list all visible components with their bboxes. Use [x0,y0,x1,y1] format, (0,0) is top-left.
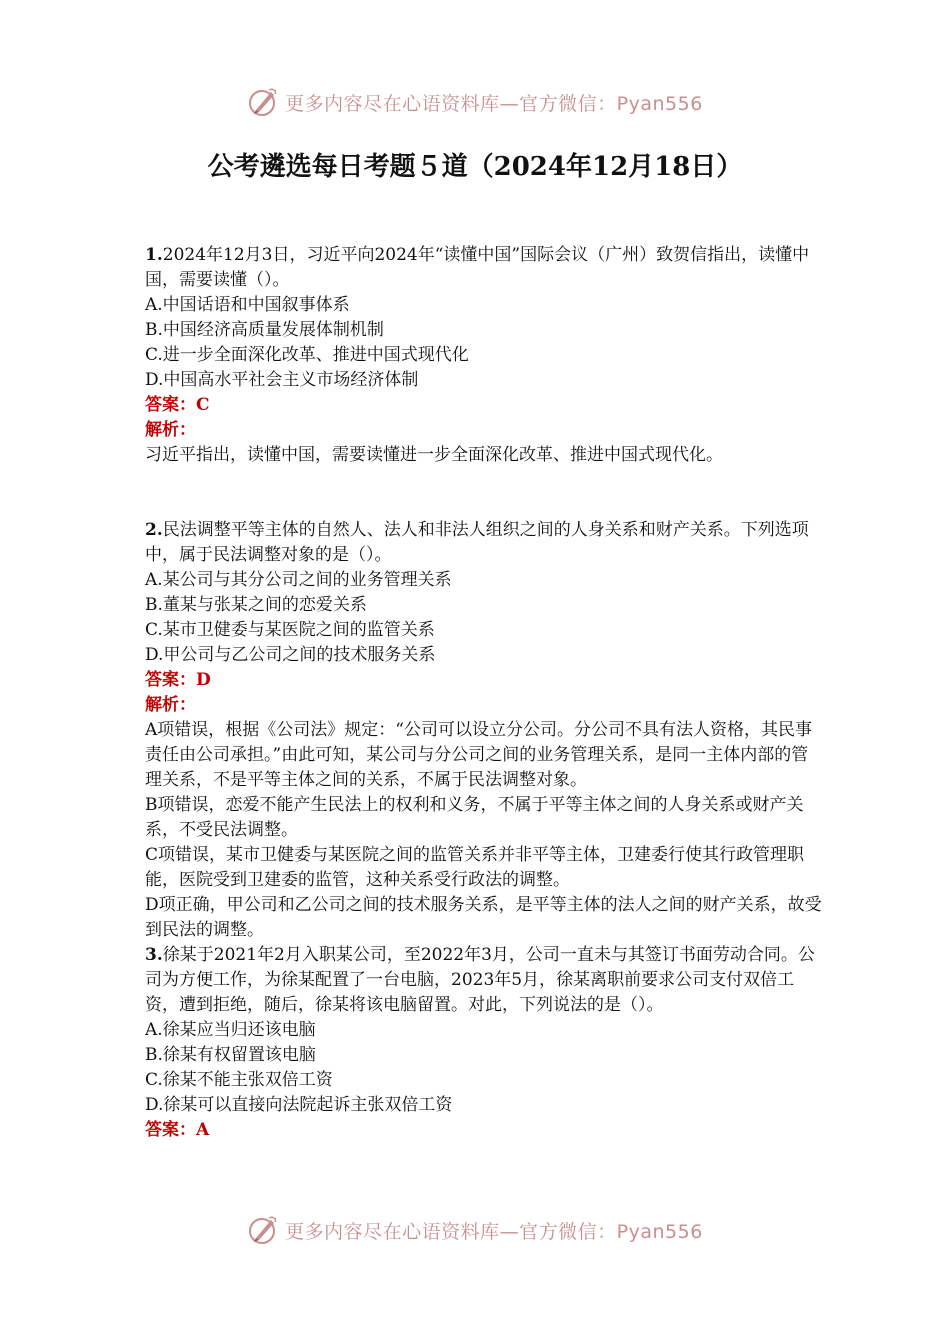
analysis-label: 解析： [145,420,196,440]
option-b: B.董某与张某之间的恋爱关系 [145,595,367,615]
watermark-text: 更多内容尽在心语资料库—官方微信：Pyan556 [285,92,703,115]
analysis-paragraph: 习近平指出，读懂中国，需要读懂进一步全面深化改革、推进中国式现代化。 [145,445,723,465]
question-list [145,243,825,1143]
question-1 [145,243,825,468]
option-d: D.中国高水平社会主义市场经济体制 [145,370,419,390]
question-number: 3. [145,945,163,965]
question-3 [145,943,825,1143]
analysis-paragraph: D项正确，甲公司和乙公司之间的技术服务关系，是平等主体的法人之间的财产关系，故受到民法的调整。 [145,895,822,940]
option-c: C.徐某不能主张双倍工资 [145,1070,333,1090]
option-b: B.徐某有权留置该电脑 [145,1045,316,1065]
question-number: 2. [145,520,163,540]
question-stem [145,243,825,293]
question-stem [145,518,825,568]
question-stem [145,943,825,1018]
option-d: D.甲公司与乙公司之间的技术服务关系 [145,645,436,665]
answer: 答案：A [145,1120,210,1140]
question-text: 2024年12月3日，习近平向2024年“读懂中国”国际会议（广州）致贺信指出，读懂中国，需要读懂（）。 [145,245,810,290]
spacer [145,468,825,518]
analysis-label: 解析： [145,695,196,715]
quill-pen-circle-icon [247,86,279,118]
analysis-paragraph: C项错误，某市卫健委与某医院之间的监管关系并非平等主体，卫建委行使其行政管理职能，医院受到卫建委的监管，这种关系受行政法的调整。 [145,845,805,890]
page-title: 公考遴选每日考题５道（2024年12月18日） [207,152,743,182]
analysis-paragraph: B项错误，恋爱不能产生民法上的权利和义务，不属于平等主体之间的人身关系或财产关系，不受民法调整。 [145,795,804,840]
question-number: 1. [145,245,163,265]
analysis-paragraph: A项错误，根据《公司法》规定：“公司可以设立分公司。分公司不具有法人资格，其民事责任由公司承担。”由此可知，某公司与分公司之间的业务管理关系，是同一主体内部的管理关系，不是平等主体之间的关系，不属于民法调整对象。 [145,720,812,790]
option-c: C.进一步全面深化改革、推进中国式现代化 [145,345,469,365]
option-a: A.中国话语和中国叙事体系 [145,295,350,315]
option-a: A.某公司与其分公司之间的业务管理关系 [145,570,452,590]
watermark-text: 更多内容尽在心语资料库—官方微信：Pyan556 [285,1220,703,1243]
option-c: C.某市卫健委与某医院之间的监管关系 [145,620,435,640]
option-d: D.徐某可以直接向法院起诉主张双倍工资 [145,1095,453,1115]
answer: 答案：C [145,395,210,415]
question-text: 徐某于2021年2月入职某公司，至2022年3月，公司一直未与其签订书面劳动合同。公司为方便工作，为徐某配置了一台电脑，2023年5月，徐某离职前要求公司支付双倍工资，遭到拒绝，随后，徐某将该电脑留置。对此，下列说法的是（）。 [145,945,815,1015]
option-b: B.中国经济高质量发展体制机制 [145,320,384,340]
option-a: A.徐某应当归还该电脑 [145,1020,316,1040]
answer: 答案：D [145,670,211,690]
question-text: 民法调整平等主体的自然人、法人和非法人组织之间的人身关系和财产关系。下列选项中，属于民法调整对象的是（）。 [145,520,809,565]
footer-watermark [0,1210,950,1250]
question-2 [145,518,825,943]
quill-pen-circle-icon [247,1214,279,1246]
header-watermark [0,82,950,122]
